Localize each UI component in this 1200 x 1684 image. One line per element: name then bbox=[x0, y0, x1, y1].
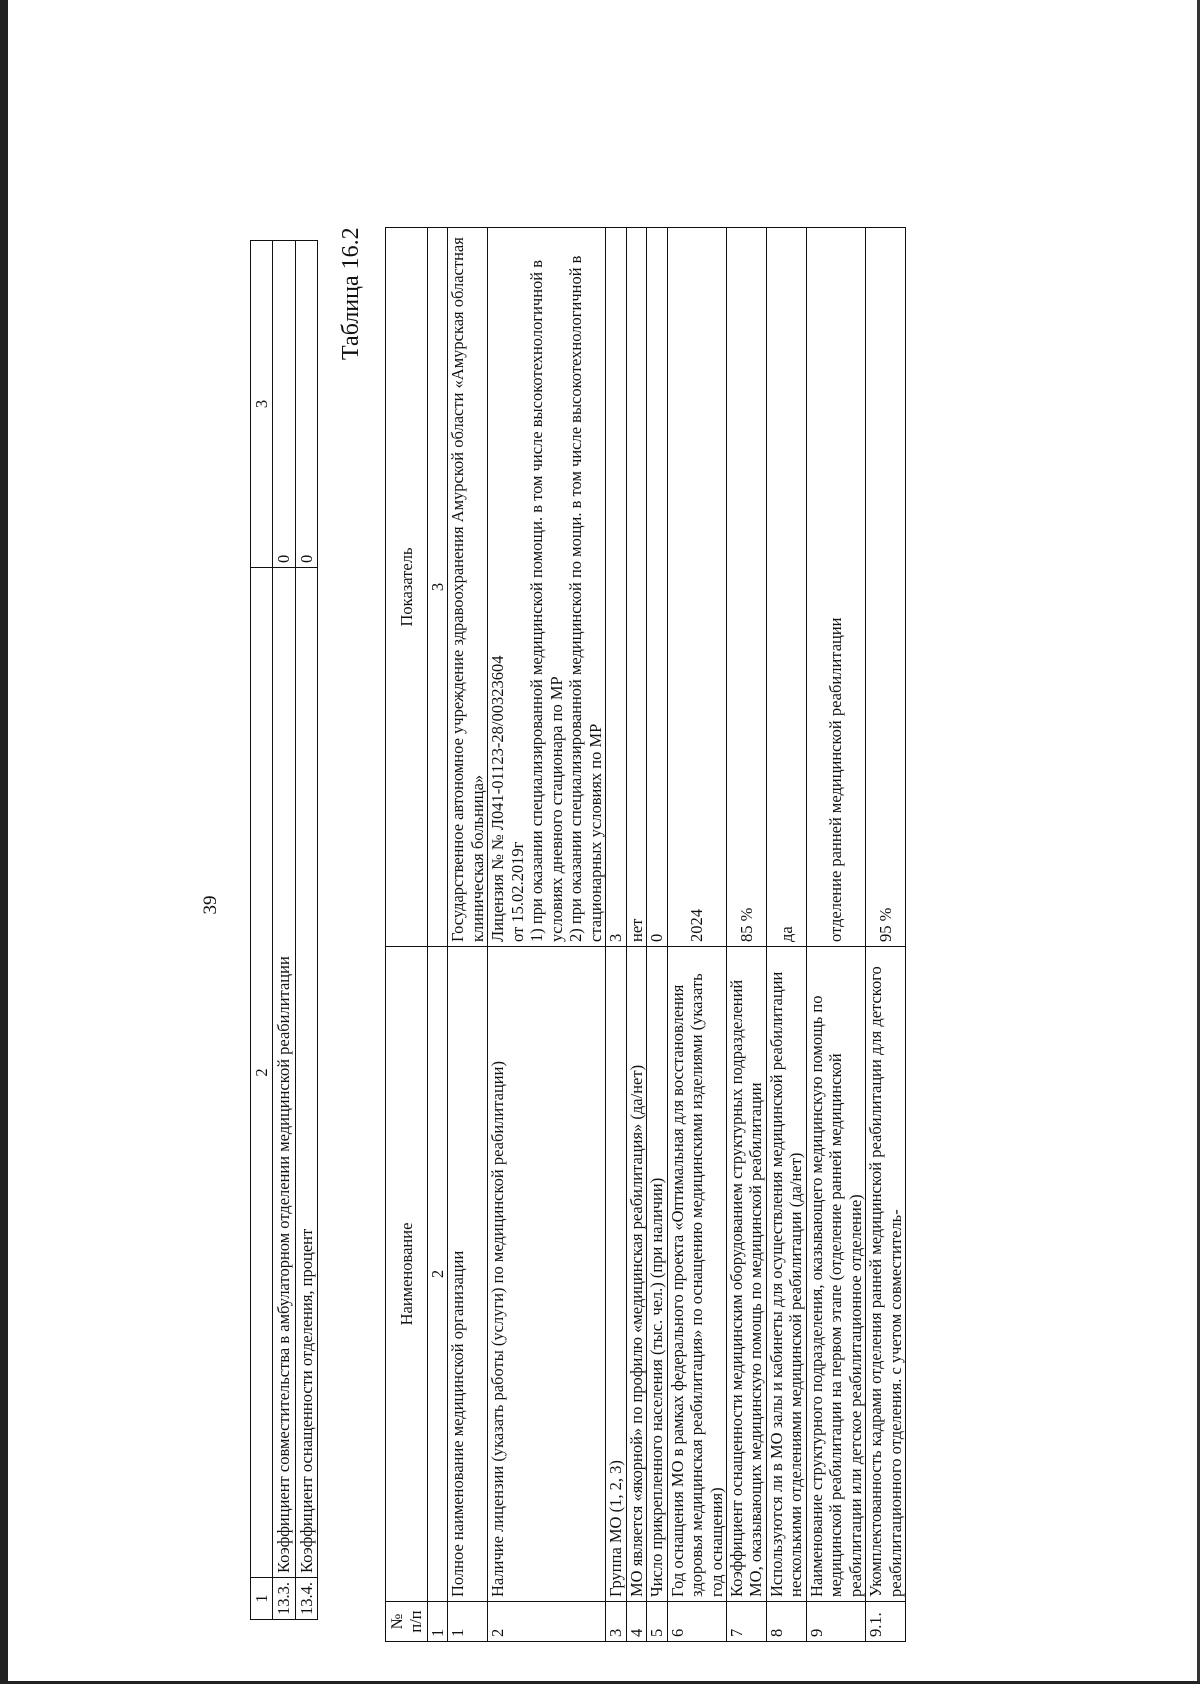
col-number: 3 bbox=[251, 241, 273, 568]
row-value bbox=[667, 228, 726, 947]
row-name: Коэффициент оснащенности медицинским оборудованием структурных подразделений МО, оказывающих медицинскую помощь по медицинской реабилитации bbox=[726, 947, 766, 1602]
table-row bbox=[647, 228, 667, 1642]
row-number: 13.4. bbox=[295, 1578, 317, 1620]
value-line: нет bbox=[626, 918, 646, 942]
row-number: 3 bbox=[606, 1602, 626, 1642]
table-row bbox=[488, 228, 606, 1642]
page-number: 39 bbox=[200, 895, 221, 915]
row-name: Год оснащения МО в рамках федерального проекта «Оптимальная для восстановления здоровья медицинская реабилитация» по оснащению медицинскими изделиями (указать год оснащения) bbox=[667, 947, 726, 1602]
continued-table bbox=[250, 240, 318, 1620]
row-number: 1 bbox=[448, 1602, 488, 1642]
row-value bbox=[626, 228, 646, 947]
table-row bbox=[448, 228, 488, 1642]
header-value: Показатель bbox=[386, 228, 428, 947]
row-number: 13.3. bbox=[273, 1578, 295, 1620]
col-number: 3 bbox=[427, 228, 447, 947]
value-line: 3 bbox=[606, 933, 626, 942]
table-16-2 bbox=[385, 227, 906, 1642]
row-value bbox=[448, 228, 488, 947]
value-line: Лицензия № № Л041-01123-28/00323604 bbox=[488, 655, 508, 942]
column-numbers-row bbox=[427, 228, 447, 1642]
table-row bbox=[726, 228, 766, 1642]
row-number: 5 bbox=[647, 1602, 667, 1642]
value-line: 0 bbox=[647, 933, 667, 942]
row-name: МО является «якорной» по профилю «медицинская реабилитация» (да/нет) bbox=[626, 947, 646, 1602]
row-value bbox=[766, 228, 806, 947]
row-name: Число прикрепленного населения (тыс. чел.) (при наличии) bbox=[647, 947, 667, 1602]
value-line: 1) при оказании специализированной медицинской помощи. в том числе высокотехнологичной в условиях дневного стационара по МР bbox=[527, 259, 566, 942]
table-row bbox=[806, 228, 865, 1642]
table-row bbox=[295, 241, 317, 1620]
row-number: 2 bbox=[488, 1602, 606, 1642]
table-row bbox=[866, 228, 906, 1642]
table-row bbox=[667, 228, 726, 1642]
header-name: Наименование bbox=[386, 947, 428, 1602]
value-line: отделение ранней медицинской реабилитации bbox=[826, 617, 846, 942]
table-row bbox=[606, 228, 626, 1642]
table-body bbox=[448, 228, 906, 1642]
row-value bbox=[488, 228, 606, 947]
value-line: 2024 bbox=[687, 909, 707, 942]
value-line: да bbox=[776, 926, 796, 942]
value-line: от 15.02.2019г bbox=[507, 841, 527, 942]
row-value: 0 bbox=[273, 241, 295, 568]
scan-edge-left bbox=[0, 0, 8, 1684]
row-name: Используются ли в МО залы и кабинеты для осуществления медицинской реабилитации несколькими отделениями медицинской реабилитации (да/нет) bbox=[766, 947, 806, 1602]
col-number: 2 bbox=[251, 568, 273, 1578]
header-num: № п/п bbox=[386, 1602, 428, 1642]
row-name: Коэффициент совместительства в амбулаторном отделении медицинской реабилитации bbox=[273, 568, 295, 1578]
rotated-document-sheet bbox=[190, 150, 1190, 1660]
row-number: 9.1. bbox=[866, 1602, 906, 1642]
row-number: 9 bbox=[806, 1602, 865, 1642]
value-line: 2) при оказании специализированной медицинской по мощи. в том числе высокотехнологичной в стационарных условиях по МР bbox=[566, 255, 605, 942]
row-number: 4 bbox=[626, 1602, 646, 1642]
col-number: 1 bbox=[427, 1602, 447, 1642]
row-value bbox=[647, 228, 667, 947]
row-value bbox=[606, 228, 626, 947]
table-header-row bbox=[386, 228, 428, 1642]
row-value: 0 bbox=[295, 241, 317, 568]
row-name: Наименование структурного подразделения, оказывающего медицинскую помощь по медицинской реабилитации на первом этапе (отделение ранней медицинской реабилитации или детское реабилитационное отделение) bbox=[806, 947, 865, 1602]
col-number: 1 bbox=[251, 1578, 273, 1620]
row-number: 7 bbox=[726, 1602, 766, 1642]
row-number: 6 bbox=[667, 1602, 726, 1642]
table-header-row bbox=[251, 241, 273, 1620]
table-row bbox=[626, 228, 646, 1642]
table-row bbox=[766, 228, 806, 1642]
row-value bbox=[806, 228, 865, 947]
row-name: Наличие лицензии (указать работы (услуги) по медицинской реабилитации) bbox=[488, 947, 606, 1602]
value-line: 95 % bbox=[875, 907, 895, 942]
row-value bbox=[866, 228, 906, 947]
table-title: Таблица 16.2 bbox=[338, 227, 364, 360]
row-name: Полное наименование медицинской организации bbox=[448, 947, 488, 1602]
row-name: Укомплектованность кадрами отделения ранней медицинской реабилитации для детского реабилитационного отделения. с учетом совместитель- bbox=[866, 947, 906, 1602]
value-line: 85 % bbox=[736, 907, 756, 942]
value-line: Государственное автономное учреждение здравоохранения Амурской области «Амурская областная клиническая больница» bbox=[448, 237, 487, 942]
row-number: 8 bbox=[766, 1602, 806, 1642]
col-number: 2 bbox=[427, 947, 447, 1602]
row-name: Группа МО (1, 2, 3) bbox=[606, 947, 626, 1602]
row-name: Коэффициент оснащенности отделения, процент bbox=[295, 568, 317, 1578]
table-row bbox=[273, 241, 295, 1620]
row-value bbox=[726, 228, 766, 947]
